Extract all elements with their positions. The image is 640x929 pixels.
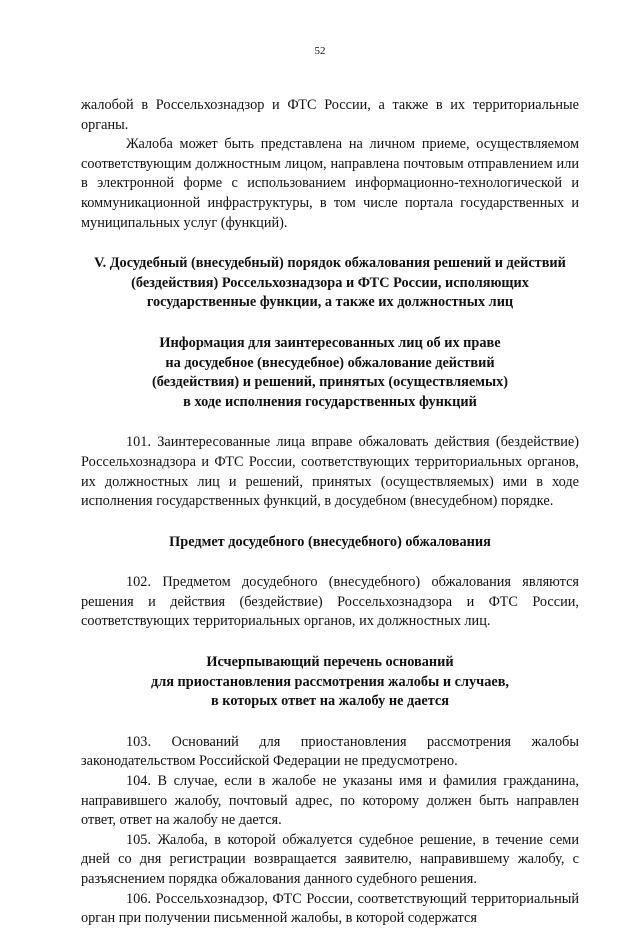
page-number: 52	[314, 45, 326, 57]
subsection-heading-info	[81, 334, 579, 412]
document-body	[81, 96, 579, 929]
subsection-heading-line: (бездействия) и решений, принятых (осуществляемых)	[151, 374, 509, 391]
paragraph-105: 105. Жалоба, в которой обжалуется судебное решение, в течение семи дней со дня регистрации возвращается заявителю, направившему жалобу, с разъяснением порядка обжалования данного судебного решения.	[81, 831, 579, 887]
subsection-heading-line: Информация для заинтересованных лиц об их праве	[159, 334, 501, 351]
section-heading-line: (бездействия) Россельхознадзора и ФТС России, исполяющих	[131, 274, 529, 291]
paragraph-102: 102. Предметом досудебного (внесудебного) обжалования являются решения и действия (бездействие) Россельхознадзора и ФТС России, соответствующих территориальных органов, их должностных лиц.	[81, 574, 579, 630]
subsection-heading-line: на досудебное (внесудебное) обжалование действий	[165, 354, 495, 371]
subsection-heading-line: для приостановления рассмотрения жалобы и случаев,	[151, 673, 509, 690]
paragraph-103: 103. Оснований для приостановления рассмотрения жалобы законодательством Российской Федерации не предусмотрено.	[81, 733, 579, 770]
paragraph-104: 104. В случае, если в жалобе не указаны имя и фамилия гражданина, направившего жалобу, почтовый адрес, по которому должен быть направлен ответ, ответ на жалобу не дается.	[81, 773, 579, 829]
subsection-heading-line: в ходе исполнения государственных функций	[183, 393, 477, 410]
section-heading-line: V. Досудебный (внесудебный) порядок обжалования решений и действий	[94, 255, 566, 272]
paragraph-106: 106. Россельхознадзор, ФТС России, соответствующий территориальный орган при получении письменной жалобы, в которой содержатся	[81, 890, 579, 927]
section-heading	[81, 254, 579, 313]
subsection-heading-subject: Предмет досудебного (внесудебного) обжалования	[169, 533, 491, 550]
paragraph-continuation: жалобой в Россельхознадзор и ФТС России, а также в их территориальные органы.	[81, 97, 579, 133]
paragraph-complaint-submission: Жалоба может быть представлена на личном приеме, осуществляемом соответствующим должностным лицом, направлена почтовым отправлением или в электронной форме с использованием информационно-технологической и коммуникационной инфраструктуры, в том числе портала государственных и муниципальных услуг (функций).	[81, 136, 579, 231]
section-heading-line: государственные функции, а также их должностных лиц	[146, 294, 514, 311]
paragraph-101: 101. Заинтересованные лица вправе обжаловать действия (бездействие) Россельхознадзора и ФТС России, соответствующих территориальных органов, их должностных лиц и решений, принятых (осуществляемых) ими в ходе исполнения государственных функций, в досудебном (внесудебном) порядке.	[81, 434, 579, 510]
subsection-heading-line: в которых ответ на жалобу не дается	[210, 693, 450, 710]
subsection-heading-list	[81, 653, 579, 712]
subsection-heading-line: Исчерпывающий перечень оснований	[206, 654, 454, 671]
